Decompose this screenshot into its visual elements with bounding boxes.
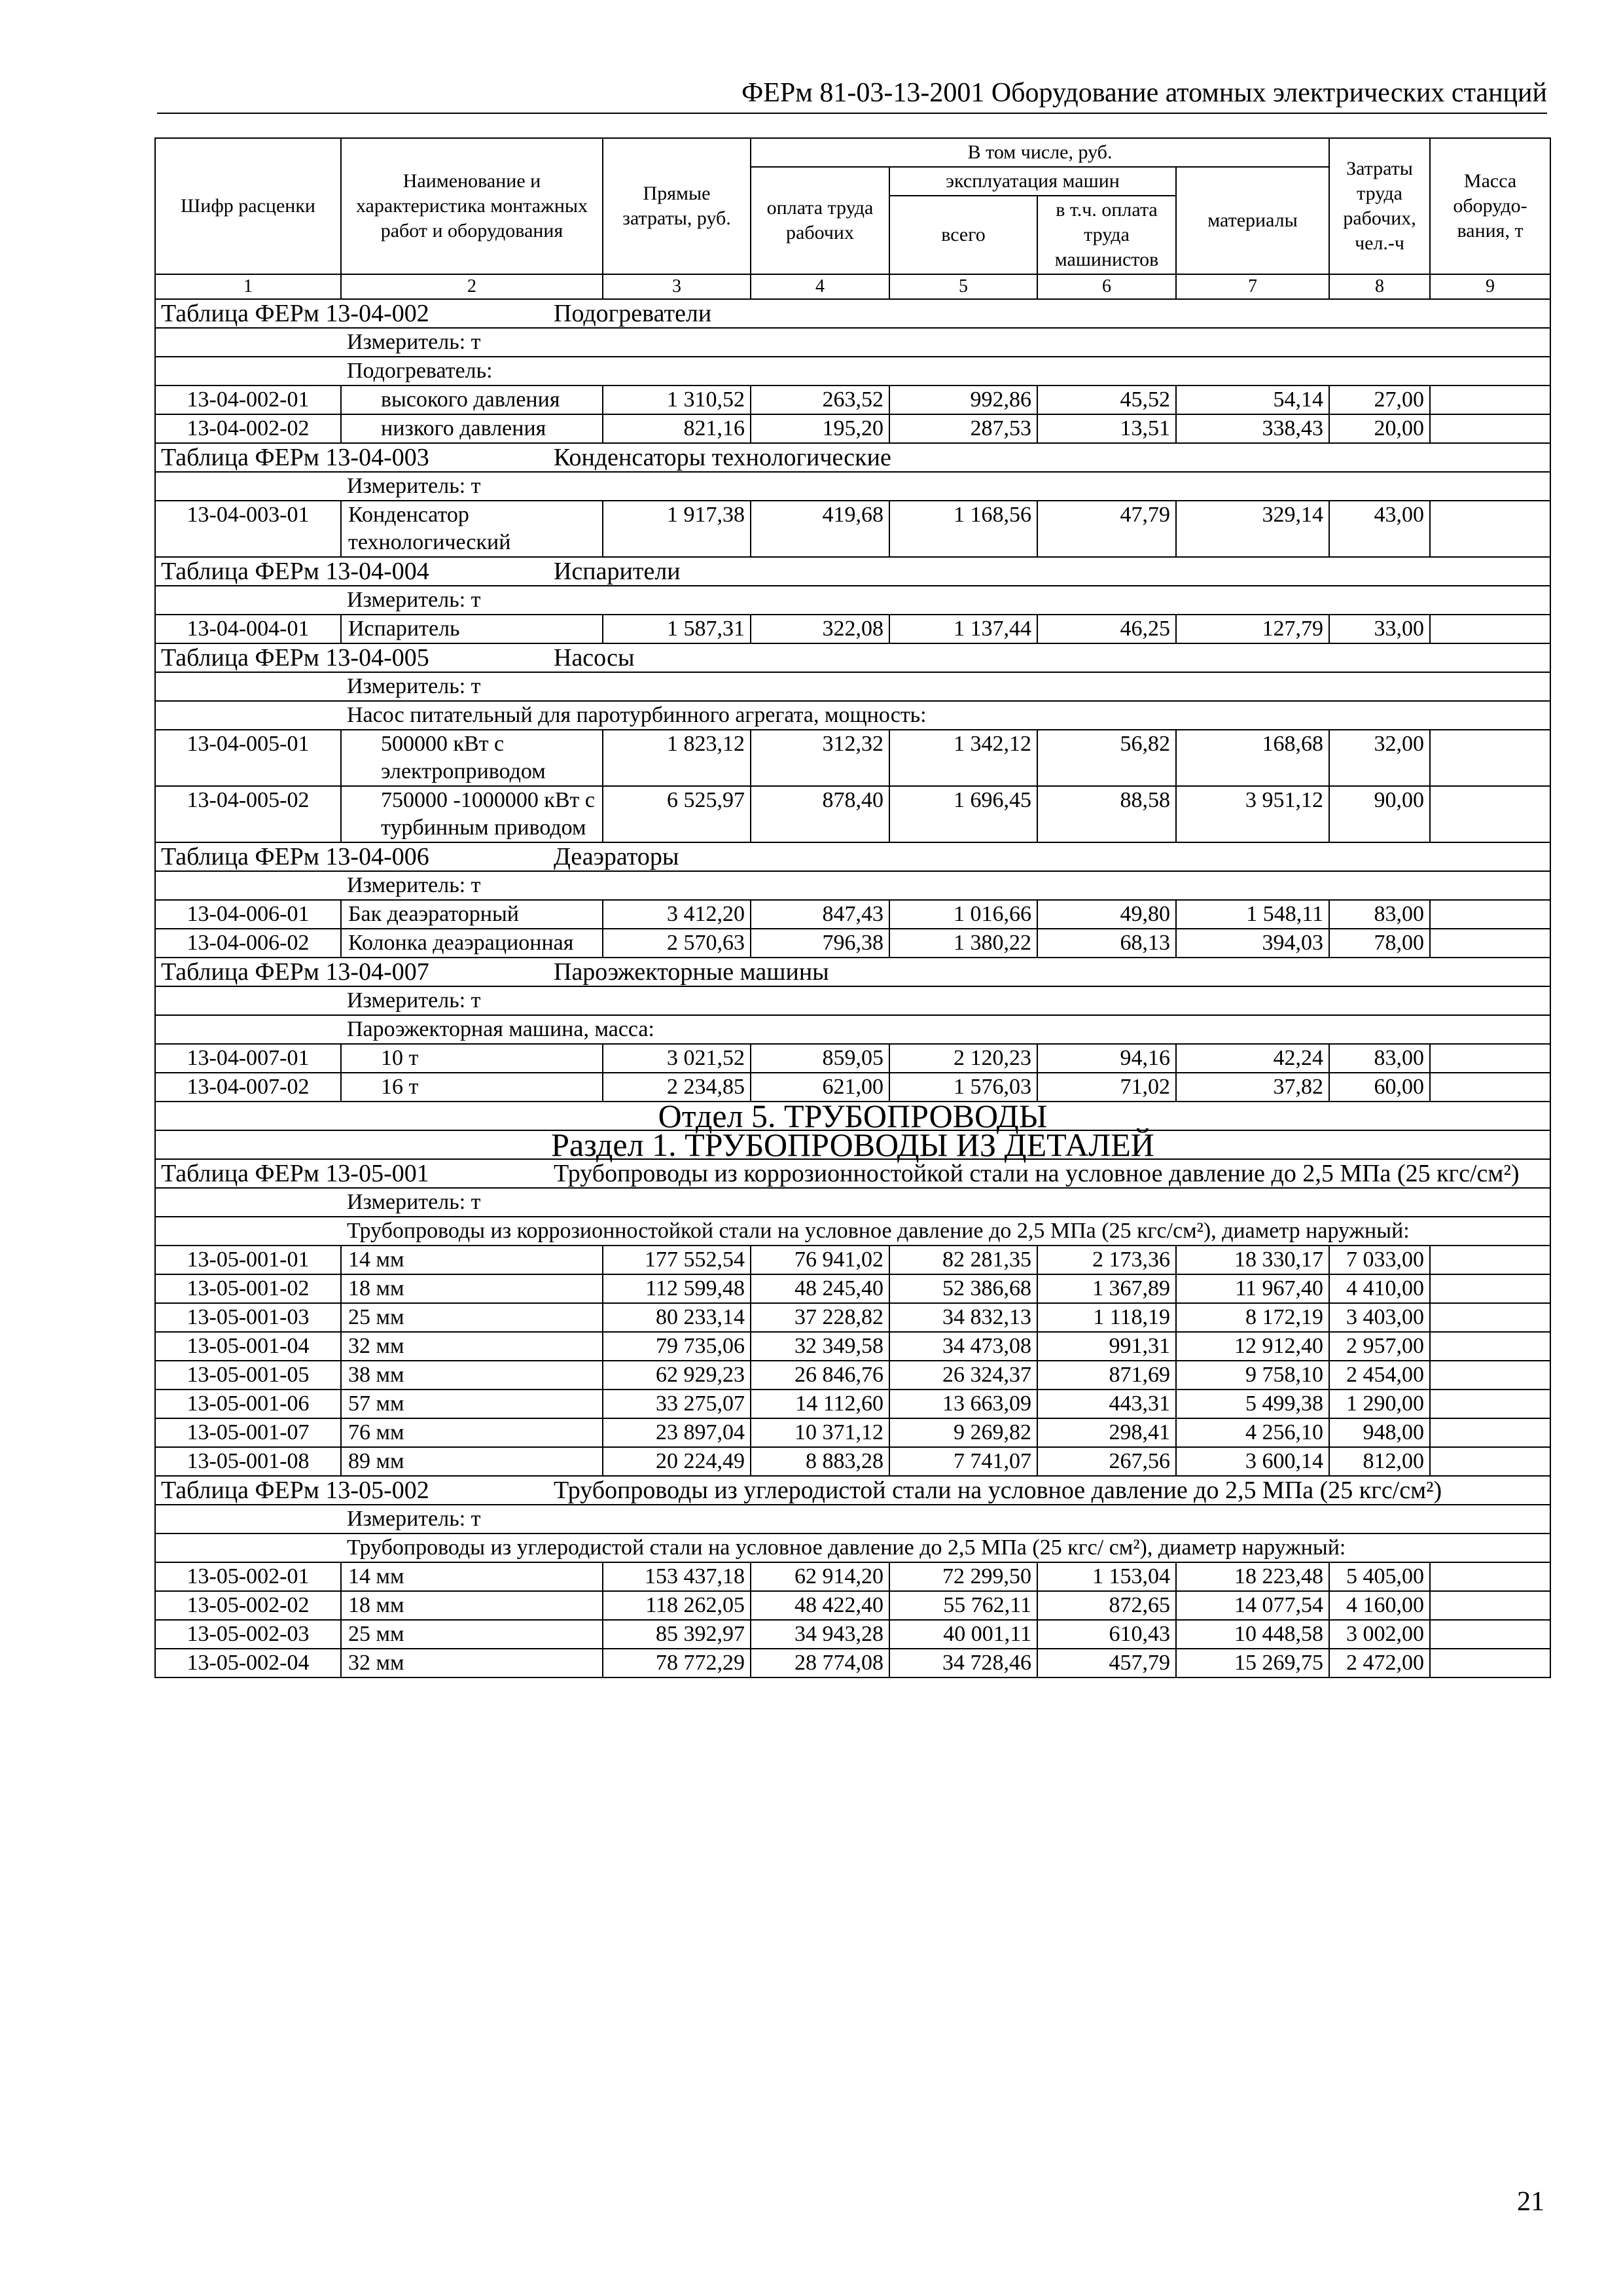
table-row bbox=[155, 615, 1550, 643]
cell-labor: 62 914,20 bbox=[751, 1562, 889, 1591]
rate-code: 13-04-005-02 bbox=[155, 786, 341, 842]
rate-code: 13-04-007-01 bbox=[155, 1044, 341, 1073]
rate-name: 38 мм bbox=[341, 1361, 603, 1390]
group-label: Трубопроводы из коррозионностойкой стали на условное давление до 2,5 МПа (25 кгс/см²), диаметр наружный: bbox=[155, 1217, 1550, 1246]
cell-mach: 1 696,45 bbox=[889, 786, 1037, 842]
table-row bbox=[155, 1361, 1550, 1390]
cell-hours: 812,00 bbox=[1329, 1447, 1430, 1476]
cell-labor: 263,52 bbox=[751, 386, 889, 414]
cell-machinists: 47,79 bbox=[1037, 501, 1176, 557]
cell-mach: 55 762,11 bbox=[889, 1591, 1037, 1620]
cell-materials: 15 269,75 bbox=[1176, 1649, 1329, 1677]
cell-machinists: 46,25 bbox=[1037, 615, 1176, 643]
cell-labor: 26 846,76 bbox=[751, 1361, 889, 1390]
cell-machinists: 56,82 bbox=[1037, 730, 1176, 786]
cell-machinists: 94,16 bbox=[1037, 1044, 1176, 1073]
table-row bbox=[155, 786, 1550, 842]
col-machines-header: эксплуатация машин bbox=[889, 167, 1176, 196]
table-body bbox=[155, 274, 1550, 1677]
table-row bbox=[155, 1447, 1550, 1476]
cell-materials: 37,82 bbox=[1176, 1073, 1329, 1102]
column-numbers-row bbox=[155, 274, 1550, 299]
cell-mass bbox=[1430, 386, 1550, 414]
group-row bbox=[155, 1534, 1550, 1562]
table-title: Пароэжекторные машины bbox=[554, 958, 829, 986]
cell-hours: 83,00 bbox=[1329, 900, 1430, 929]
cell-direct: 2 570,63 bbox=[603, 929, 751, 958]
cell-mass bbox=[1430, 414, 1550, 443]
column-number: 3 bbox=[603, 274, 751, 299]
cell-labor: 28 774,08 bbox=[751, 1649, 889, 1677]
cell-mach: 1 016,66 bbox=[889, 900, 1037, 929]
rate-code: 13-05-001-01 bbox=[155, 1246, 341, 1274]
cell-mach: 40 001,11 bbox=[889, 1620, 1037, 1649]
cell-mass bbox=[1430, 1303, 1550, 1332]
cell-mach: 82 281,35 bbox=[889, 1246, 1037, 1274]
cell-machinists: 13,51 bbox=[1037, 414, 1176, 443]
cell-labor: 76 941,02 bbox=[751, 1246, 889, 1274]
column-number: 1 bbox=[155, 274, 341, 299]
cell-mass bbox=[1430, 900, 1550, 929]
cell-materials: 168,68 bbox=[1176, 730, 1329, 786]
cell-direct: 3 412,20 bbox=[603, 900, 751, 929]
rate-code: 13-05-001-02 bbox=[155, 1274, 341, 1303]
cell-materials: 394,03 bbox=[1176, 929, 1329, 958]
cell-materials: 9 758,10 bbox=[1176, 1361, 1329, 1390]
cell-mass bbox=[1430, 1246, 1550, 1274]
rate-name: низкого давления bbox=[341, 414, 603, 443]
division-title: Раздел 1. ТРУБОПРОВОДЫ ИЗ ДЕТАЛЕЙ bbox=[155, 1130, 1550, 1159]
cell-direct: 112 599,48 bbox=[603, 1274, 751, 1303]
cell-mach: 9 269,82 bbox=[889, 1418, 1037, 1447]
table-row bbox=[155, 1649, 1550, 1677]
cell-labor: 847,43 bbox=[751, 900, 889, 929]
rate-code: 13-04-007-02 bbox=[155, 1073, 341, 1102]
table-title: Конденсаторы технологические bbox=[554, 444, 891, 471]
col-machinists-header: в т.ч. оплата труда машинистов bbox=[1037, 196, 1176, 274]
rate-name: Конденсатор технологический bbox=[341, 501, 603, 557]
table-row bbox=[155, 900, 1550, 929]
cell-direct: 1 310,52 bbox=[603, 386, 751, 414]
table-row bbox=[155, 929, 1550, 958]
measure-row bbox=[155, 586, 1550, 615]
measure-row bbox=[155, 1188, 1550, 1217]
cell-materials: 42,24 bbox=[1176, 1044, 1329, 1073]
cell-labor: 859,05 bbox=[751, 1044, 889, 1073]
rate-name: 14 мм bbox=[341, 1562, 603, 1591]
cell-mach: 52 386,68 bbox=[889, 1274, 1037, 1303]
table-number: Таблица ФЕРм 13-05-001 bbox=[161, 1160, 429, 1187]
cell-materials: 8 172,19 bbox=[1176, 1303, 1329, 1332]
cell-mach: 1 342,12 bbox=[889, 730, 1037, 786]
rate-code: 13-04-003-01 bbox=[155, 501, 341, 557]
cell-mass bbox=[1430, 1447, 1550, 1476]
rate-name: высокого давления bbox=[341, 386, 603, 414]
cell-mach: 34 728,46 bbox=[889, 1649, 1037, 1677]
col-incl-header: В том числе, руб. bbox=[751, 138, 1329, 167]
table-row bbox=[155, 1591, 1550, 1620]
rate-code: 13-04-004-01 bbox=[155, 615, 341, 643]
cell-hours: 5 405,00 bbox=[1329, 1562, 1430, 1591]
cell-mass bbox=[1430, 1418, 1550, 1447]
table-row bbox=[155, 386, 1550, 414]
rate-name: 32 мм bbox=[341, 1332, 603, 1361]
cell-hours: 2 454,00 bbox=[1329, 1361, 1430, 1390]
table-row bbox=[155, 1246, 1550, 1274]
cell-mach: 34 473,08 bbox=[889, 1332, 1037, 1361]
measure-unit: Измеритель: т bbox=[155, 871, 1550, 900]
col-direct-header: Прямые затраты, руб. bbox=[603, 138, 751, 274]
cell-materials: 14 077,54 bbox=[1176, 1591, 1329, 1620]
cell-machinists: 71,02 bbox=[1037, 1073, 1176, 1102]
cell-machinists: 1 367,89 bbox=[1037, 1274, 1176, 1303]
cell-machinists: 298,41 bbox=[1037, 1418, 1176, 1447]
cell-direct: 1 587,31 bbox=[603, 615, 751, 643]
table-row bbox=[155, 501, 1550, 557]
cell-hours: 3 002,00 bbox=[1329, 1620, 1430, 1649]
column-number: 8 bbox=[1329, 274, 1430, 299]
rate-name: 500000 кВт с электроприводом bbox=[341, 730, 603, 786]
cell-direct: 20 224,49 bbox=[603, 1447, 751, 1476]
cell-mach: 1 576,03 bbox=[889, 1073, 1037, 1102]
rate-code: 13-05-002-02 bbox=[155, 1591, 341, 1620]
table-number: Таблица ФЕРм 13-04-006 bbox=[161, 843, 429, 870]
table-title: Насосы bbox=[554, 644, 635, 672]
cell-mach: 1 137,44 bbox=[889, 615, 1037, 643]
cell-labor: 621,00 bbox=[751, 1073, 889, 1102]
cell-hours: 20,00 bbox=[1329, 414, 1430, 443]
rate-code: 13-05-001-04 bbox=[155, 1332, 341, 1361]
col-code-header: Шифр расценки bbox=[155, 138, 341, 274]
col-name-header: Наименование и характеристика монтажных работ и оборудования bbox=[341, 138, 603, 274]
cell-labor: 34 943,28 bbox=[751, 1620, 889, 1649]
cell-labor: 312,32 bbox=[751, 730, 889, 786]
cell-mass bbox=[1430, 1332, 1550, 1361]
column-number: 6 bbox=[1037, 274, 1176, 299]
cell-machinists: 871,69 bbox=[1037, 1361, 1176, 1390]
rate-code: 13-05-001-07 bbox=[155, 1418, 341, 1447]
table-row bbox=[155, 1620, 1550, 1649]
table-section-header bbox=[155, 1159, 1550, 1188]
cell-mach: 992,86 bbox=[889, 386, 1037, 414]
cell-machinists: 49,80 bbox=[1037, 900, 1176, 929]
column-number: 5 bbox=[889, 274, 1037, 299]
cell-hours: 948,00 bbox=[1329, 1418, 1430, 1447]
measure-row bbox=[155, 871, 1550, 900]
cell-materials: 18 330,17 bbox=[1176, 1246, 1329, 1274]
measure-unit: Измеритель: т bbox=[155, 472, 1550, 501]
table-row bbox=[155, 1274, 1550, 1303]
cell-hours: 4 160,00 bbox=[1329, 1591, 1430, 1620]
table-title: Деаэраторы bbox=[554, 843, 679, 870]
cell-mass bbox=[1430, 929, 1550, 958]
group-row bbox=[155, 701, 1550, 730]
group-label: Пароэжекторная машина, масса: bbox=[155, 1015, 1550, 1044]
rate-name: 750000 -1000000 кВт с турбинным приводом bbox=[341, 786, 603, 842]
table-number: Таблица ФЕРм 13-04-002 bbox=[161, 300, 429, 327]
cell-hours: 2 472,00 bbox=[1329, 1649, 1430, 1677]
measure-row bbox=[155, 672, 1550, 701]
rate-code: 13-05-001-06 bbox=[155, 1390, 341, 1418]
cell-mach: 26 324,37 bbox=[889, 1361, 1037, 1390]
cell-machinists: 1 118,19 bbox=[1037, 1303, 1176, 1332]
table-section-header bbox=[155, 643, 1550, 672]
table-number: Таблица ФЕРм 13-05-002 bbox=[161, 1477, 429, 1504]
cell-materials: 18 223,48 bbox=[1176, 1562, 1329, 1591]
cell-hours: 43,00 bbox=[1329, 501, 1430, 557]
cell-direct: 118 262,05 bbox=[603, 1591, 751, 1620]
cell-materials: 10 448,58 bbox=[1176, 1620, 1329, 1649]
page-number: 21 bbox=[1517, 2187, 1544, 2217]
cell-labor: 37 228,82 bbox=[751, 1303, 889, 1332]
rate-name: Бак деаэраторный bbox=[341, 900, 603, 929]
cell-direct: 3 021,52 bbox=[603, 1044, 751, 1073]
group-row bbox=[155, 1015, 1550, 1044]
cell-mach: 34 832,13 bbox=[889, 1303, 1037, 1332]
cell-mass bbox=[1430, 1649, 1550, 1677]
cell-mach: 1 168,56 bbox=[889, 501, 1037, 557]
cell-hours: 90,00 bbox=[1329, 786, 1430, 842]
table-section-header bbox=[155, 842, 1550, 871]
cell-hours: 83,00 bbox=[1329, 1044, 1430, 1073]
table-header bbox=[155, 138, 1550, 274]
cell-hours: 33,00 bbox=[1329, 615, 1430, 643]
rate-name: Колонка деаэрационная bbox=[341, 929, 603, 958]
cell-machinists: 267,56 bbox=[1037, 1447, 1176, 1476]
col-mass-header: Масса оборудо-вания, т bbox=[1430, 138, 1550, 274]
cell-materials: 5 499,38 bbox=[1176, 1390, 1329, 1418]
cell-materials: 329,14 bbox=[1176, 501, 1329, 557]
cell-mass bbox=[1430, 1591, 1550, 1620]
cell-hours: 27,00 bbox=[1329, 386, 1430, 414]
table-number: Таблица ФЕРм 13-04-007 bbox=[161, 958, 429, 986]
measure-unit: Измеритель: т bbox=[155, 672, 1550, 701]
rate-code: 13-05-002-01 bbox=[155, 1562, 341, 1591]
cell-hours: 78,00 bbox=[1329, 929, 1430, 958]
rate-code: 13-04-002-02 bbox=[155, 414, 341, 443]
rate-name: 18 мм bbox=[341, 1274, 603, 1303]
cell-labor: 419,68 bbox=[751, 501, 889, 557]
cell-direct: 153 437,18 bbox=[603, 1562, 751, 1591]
cell-labor: 48 245,40 bbox=[751, 1274, 889, 1303]
cell-labor: 10 371,12 bbox=[751, 1418, 889, 1447]
column-number: 9 bbox=[1430, 274, 1550, 299]
cell-mass bbox=[1430, 1390, 1550, 1418]
rate-code: 13-05-001-05 bbox=[155, 1361, 341, 1390]
cell-mach: 2 120,23 bbox=[889, 1044, 1037, 1073]
cell-materials: 338,43 bbox=[1176, 414, 1329, 443]
table-section-header bbox=[155, 299, 1550, 328]
cell-hours: 1 290,00 bbox=[1329, 1390, 1430, 1418]
table-section-header bbox=[155, 958, 1550, 986]
table-section-header bbox=[155, 1476, 1550, 1505]
cell-labor: 322,08 bbox=[751, 615, 889, 643]
group-label: Насос питательный для паротурбинного агрегата, мощность: bbox=[155, 701, 1550, 730]
rate-name: 14 мм bbox=[341, 1246, 603, 1274]
table-number: Таблица ФЕРм 13-04-004 bbox=[161, 558, 429, 585]
column-number: 2 bbox=[341, 274, 603, 299]
cell-machinists: 45,52 bbox=[1037, 386, 1176, 414]
rate-name: Испаритель bbox=[341, 615, 603, 643]
rate-name: 25 мм bbox=[341, 1303, 603, 1332]
department-title: Отдел 5. ТРУБОПРОВОДЫ bbox=[155, 1102, 1550, 1130]
rate-name: 10 т bbox=[341, 1044, 603, 1073]
measure-row bbox=[155, 472, 1550, 501]
cell-hours: 60,00 bbox=[1329, 1073, 1430, 1102]
col-total-header: всего bbox=[889, 196, 1037, 274]
cell-machinists: 457,79 bbox=[1037, 1649, 1176, 1677]
cell-direct: 6 525,97 bbox=[603, 786, 751, 842]
cell-mass bbox=[1430, 1073, 1550, 1102]
cell-labor: 14 112,60 bbox=[751, 1390, 889, 1418]
cell-hours: 7 033,00 bbox=[1329, 1246, 1430, 1274]
group-row bbox=[155, 1217, 1550, 1246]
cell-mass bbox=[1430, 615, 1550, 643]
cell-labor: 195,20 bbox=[751, 414, 889, 443]
cell-direct: 23 897,04 bbox=[603, 1418, 751, 1447]
cell-mach: 13 663,09 bbox=[889, 1390, 1037, 1418]
cell-machinists: 443,31 bbox=[1037, 1390, 1176, 1418]
cell-direct: 2 234,85 bbox=[603, 1073, 751, 1102]
cell-mach: 7 741,07 bbox=[889, 1447, 1037, 1476]
measure-unit: Измеритель: т bbox=[155, 1505, 1550, 1534]
cell-mass bbox=[1430, 1562, 1550, 1591]
rate-code: 13-05-002-03 bbox=[155, 1620, 341, 1649]
rate-name: 57 мм bbox=[341, 1390, 603, 1418]
cell-direct: 33 275,07 bbox=[603, 1390, 751, 1418]
cell-mass bbox=[1430, 1044, 1550, 1073]
cell-materials: 4 256,10 bbox=[1176, 1418, 1329, 1447]
cell-mach: 1 380,22 bbox=[889, 929, 1037, 958]
table-section-header bbox=[155, 443, 1550, 472]
table-row bbox=[155, 1303, 1550, 1332]
cell-materials: 1 548,11 bbox=[1176, 900, 1329, 929]
cell-mass bbox=[1430, 501, 1550, 557]
table-title: Подогреватели bbox=[554, 300, 712, 327]
measure-row bbox=[155, 1505, 1550, 1534]
cell-mass bbox=[1430, 1620, 1550, 1649]
cell-hours: 3 403,00 bbox=[1329, 1303, 1430, 1332]
rate-code: 13-05-001-08 bbox=[155, 1447, 341, 1476]
page-header: ФЕРм 81-03-13-2001 Оборудование атомных электрических станций bbox=[157, 73, 1547, 114]
cell-machinists: 991,31 bbox=[1037, 1332, 1176, 1361]
table-row bbox=[155, 414, 1550, 443]
cell-mass bbox=[1430, 1274, 1550, 1303]
cell-machinists: 610,43 bbox=[1037, 1620, 1176, 1649]
cell-direct: 80 233,14 bbox=[603, 1303, 751, 1332]
table-title: Испарители bbox=[554, 558, 681, 585]
rate-name: 32 мм bbox=[341, 1649, 603, 1677]
rate-name: 76 мм bbox=[341, 1418, 603, 1447]
col-hours-header: Затраты труда рабочих, чел.-ч bbox=[1329, 138, 1430, 274]
cell-machinists: 2 173,36 bbox=[1037, 1246, 1176, 1274]
cell-machinists: 1 153,04 bbox=[1037, 1562, 1176, 1591]
measure-row bbox=[155, 986, 1550, 1015]
table-row bbox=[155, 1044, 1550, 1073]
rate-name: 18 мм bbox=[341, 1591, 603, 1620]
cell-machinists: 68,13 bbox=[1037, 929, 1176, 958]
cell-direct: 85 392,97 bbox=[603, 1620, 751, 1649]
cell-materials: 3 951,12 bbox=[1176, 786, 1329, 842]
measure-unit: Измеритель: т bbox=[155, 328, 1550, 357]
cell-direct: 78 772,29 bbox=[603, 1649, 751, 1677]
rate-code: 13-04-002-01 bbox=[155, 386, 341, 414]
column-number: 7 bbox=[1176, 274, 1329, 299]
rate-code: 13-04-006-01 bbox=[155, 900, 341, 929]
rate-name: 89 мм bbox=[341, 1447, 603, 1476]
column-number: 4 bbox=[751, 274, 889, 299]
table-row bbox=[155, 1332, 1550, 1361]
cell-materials: 3 600,14 bbox=[1176, 1447, 1329, 1476]
table-row bbox=[155, 1418, 1550, 1447]
division-row bbox=[155, 1130, 1550, 1159]
cell-materials: 54,14 bbox=[1176, 386, 1329, 414]
group-label: Трубопроводы из углеродистой стали на условное давление до 2,5 МПа (25 кгс/ см²), диаметр наружный: bbox=[155, 1534, 1550, 1562]
cell-labor: 878,40 bbox=[751, 786, 889, 842]
cell-direct: 62 929,23 bbox=[603, 1361, 751, 1390]
cell-hours: 4 410,00 bbox=[1329, 1274, 1430, 1303]
rate-code: 13-04-005-01 bbox=[155, 730, 341, 786]
rate-code: 13-05-001-03 bbox=[155, 1303, 341, 1332]
measure-unit: Измеритель: т bbox=[155, 986, 1550, 1015]
group-label: Подогреватель: bbox=[155, 357, 1550, 386]
cell-materials: 12 912,40 bbox=[1176, 1332, 1329, 1361]
table-section-header bbox=[155, 557, 1550, 586]
rate-code: 13-05-002-04 bbox=[155, 1649, 341, 1677]
cell-materials: 11 967,40 bbox=[1176, 1274, 1329, 1303]
table-row bbox=[155, 1562, 1550, 1591]
cell-materials: 127,79 bbox=[1176, 615, 1329, 643]
table-title: Трубопроводы из коррозионностойкой стали на условное давление до 2,5 МПа (25 кгс/см²) bbox=[554, 1160, 1520, 1187]
cell-direct: 177 552,54 bbox=[603, 1246, 751, 1274]
measure-unit: Измеритель: т bbox=[155, 1188, 1550, 1217]
cell-mach: 72 299,50 bbox=[889, 1562, 1037, 1591]
cell-hours: 2 957,00 bbox=[1329, 1332, 1430, 1361]
cell-labor: 796,38 bbox=[751, 929, 889, 958]
rate-name: 16 т bbox=[341, 1073, 603, 1102]
table-title: Трубопроводы из углеродистой стали на условное давление до 2,5 МПа (25 кгс/см²) bbox=[554, 1477, 1442, 1504]
table-row bbox=[155, 730, 1550, 786]
table-number: Таблица ФЕРм 13-04-003 bbox=[161, 444, 429, 471]
cell-direct: 821,16 bbox=[603, 414, 751, 443]
rate-code: 13-04-006-02 bbox=[155, 929, 341, 958]
cell-machinists: 88,58 bbox=[1037, 786, 1176, 842]
cell-direct: 1 823,12 bbox=[603, 730, 751, 786]
table-row bbox=[155, 1390, 1550, 1418]
rate-name: 25 мм bbox=[341, 1620, 603, 1649]
cell-hours: 32,00 bbox=[1329, 730, 1430, 786]
cell-mach: 287,53 bbox=[889, 414, 1037, 443]
cell-labor: 32 349,58 bbox=[751, 1332, 889, 1361]
measure-row bbox=[155, 328, 1550, 357]
col-labor-header: оплата труда рабочих bbox=[751, 167, 889, 274]
cell-mass bbox=[1430, 730, 1550, 786]
measure-unit: Измеритель: т bbox=[155, 586, 1550, 615]
col-materials-header: материалы bbox=[1176, 167, 1329, 274]
cell-mass bbox=[1430, 1361, 1550, 1390]
cell-labor: 48 422,40 bbox=[751, 1591, 889, 1620]
rates-table bbox=[154, 137, 1551, 1678]
cell-labor: 8 883,28 bbox=[751, 1447, 889, 1476]
cell-machinists: 872,65 bbox=[1037, 1591, 1176, 1620]
table-number: Таблица ФЕРм 13-04-005 bbox=[161, 644, 429, 672]
group-row bbox=[155, 357, 1550, 386]
cell-mass bbox=[1430, 786, 1550, 842]
cell-direct: 1 917,38 bbox=[603, 501, 751, 557]
cell-direct: 79 735,06 bbox=[603, 1332, 751, 1361]
